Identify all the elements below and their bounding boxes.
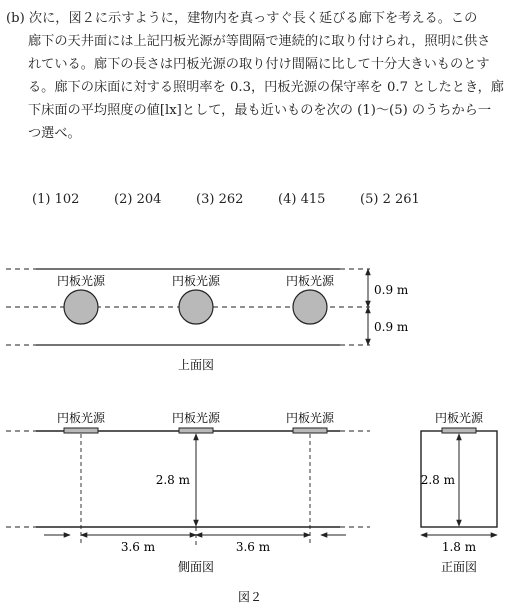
disk-light-source-front bbox=[442, 428, 476, 433]
disk-light-source-side bbox=[64, 428, 98, 433]
choice-number: (5) bbox=[360, 192, 379, 207]
light-source-label: 円板光源 bbox=[171, 274, 221, 288]
question-line-2: 廊下の天井面には上記円板光源が等間隔で連続的に取り付けられ，照明に供さ bbox=[28, 34, 491, 49]
light-source-label: 円板光源 bbox=[285, 274, 335, 288]
top-view-label: 上面図 bbox=[177, 358, 215, 372]
height-dimension: 2.8 m bbox=[155, 473, 190, 487]
disk-light-source-side bbox=[179, 428, 213, 433]
disk-light-source bbox=[293, 290, 327, 324]
question-line-3: れている。廊下の長さは円板光源の取り付け間隔に比して十分大きいものとす bbox=[28, 57, 490, 72]
light-source-label: 円板光源 bbox=[56, 411, 106, 425]
width-dimension: 1.8 m bbox=[441, 540, 477, 554]
side-view-label: 側面図 bbox=[177, 560, 215, 574]
choice-value: 262 bbox=[218, 192, 244, 207]
disk-light-source bbox=[179, 290, 213, 324]
height-dimension: 2.8 m bbox=[420, 473, 455, 487]
spacing-dimension: 3.6 m bbox=[120, 540, 156, 554]
choice-value: 415 bbox=[300, 192, 326, 207]
question-line-1: (b) 次に，図２に示すように，建物内を真っすぐ長く延びる廊下を考える。この bbox=[6, 11, 478, 26]
question-line-4: る。廊下の床面に対する照明率を 0.3，円板光源の保守率を 0.7 としたとき，廊 bbox=[28, 80, 504, 95]
question-line-5: 下床面の平均照度の値[lx]として，最も近いものを次の (1)～(5) のうちから一 bbox=[28, 103, 492, 118]
choice-number: (4) bbox=[278, 192, 297, 207]
half-width-dimension: 0.9 m bbox=[374, 320, 409, 334]
light-source-label: 円板光源 bbox=[434, 411, 484, 425]
choice-value: 102 bbox=[54, 192, 80, 207]
figure-caption: 図２ bbox=[237, 590, 263, 604]
front-view bbox=[421, 410, 497, 574]
spacing-dimension: 3.6 m bbox=[235, 540, 271, 554]
disk-light-source bbox=[64, 290, 98, 324]
light-source-label: 円板光源 bbox=[285, 411, 335, 425]
choice-value: 2 261 bbox=[382, 192, 420, 207]
light-source-label: 円板光源 bbox=[56, 274, 106, 288]
front-view-label: 正面図 bbox=[440, 560, 478, 574]
choice-number: (3) bbox=[196, 192, 215, 207]
question-line-6: つ選べ。 bbox=[28, 126, 81, 141]
side-view bbox=[6, 410, 370, 574]
light-source-label: 円板光源 bbox=[171, 411, 221, 425]
disk-light-source-side bbox=[293, 428, 327, 433]
choice-value: 204 bbox=[136, 192, 162, 207]
choice-number: (1) bbox=[32, 192, 51, 207]
half-width-dimension: 0.9 m bbox=[374, 283, 409, 297]
choice-number: (2) bbox=[114, 192, 133, 207]
top-view bbox=[6, 269, 409, 372]
